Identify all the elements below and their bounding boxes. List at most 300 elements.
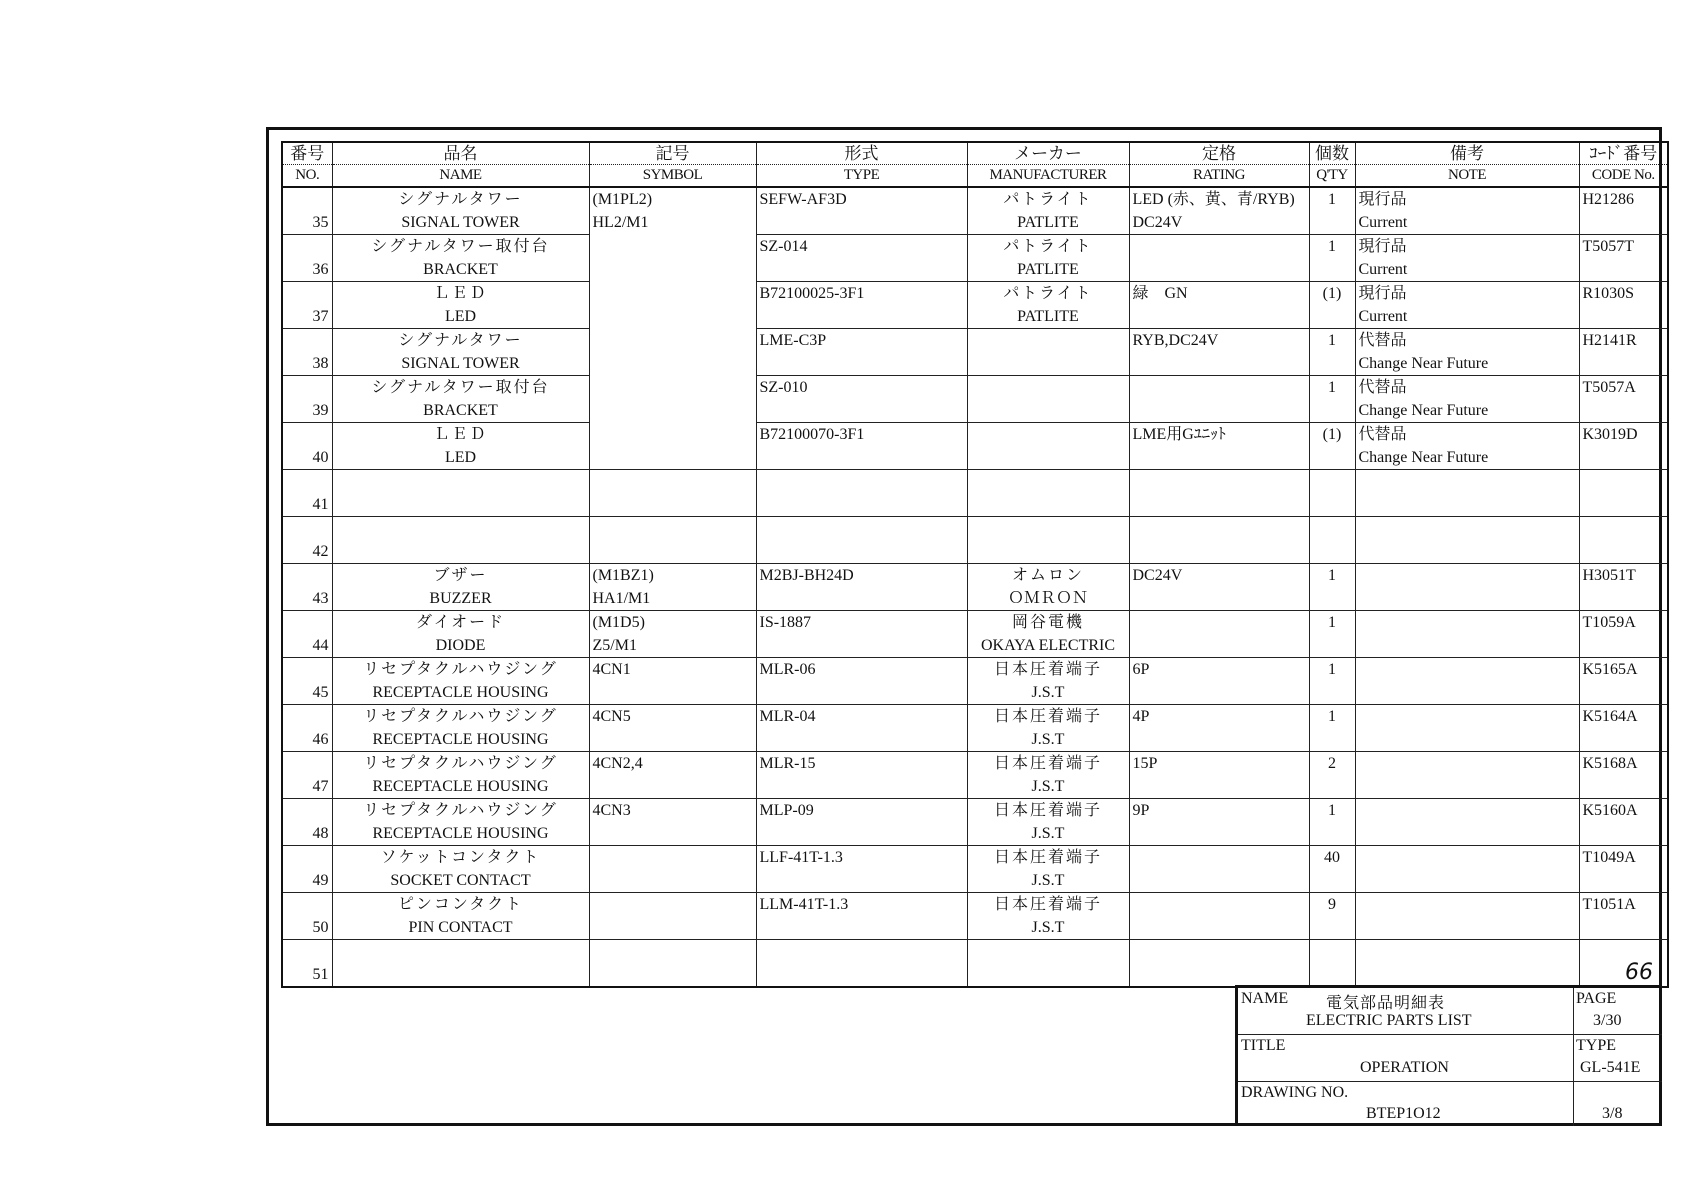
item-rating-2 — [1133, 258, 1309, 281]
item-rating-2 — [1133, 634, 1309, 657]
item-rating — [1129, 658, 1309, 705]
item-name-jp: シグナルタワー — [398, 332, 523, 349]
item-name-en: RECEPTACLE HOUSING — [372, 778, 549, 795]
item-name-en: RECEPTACLE HOUSING — [372, 684, 549, 701]
item-rating-2 — [1133, 493, 1309, 516]
table-row — [282, 470, 1668, 517]
item-code-value: K5165A — [1582, 661, 1638, 678]
item-note — [1355, 376, 1579, 423]
item-name-jp — [333, 517, 589, 540]
item-symbol-2 — [593, 399, 756, 422]
item-name — [332, 611, 589, 658]
table-row — [282, 564, 1668, 611]
item-maker-en: J.S.T — [1031, 778, 1065, 795]
item-note — [1355, 705, 1579, 752]
item-rating-2 — [1133, 681, 1309, 704]
page-label: PAGE — [1576, 990, 1617, 1007]
item-note — [1355, 564, 1579, 611]
item-manufacturer — [967, 517, 1129, 564]
item-code-value: K3019D — [1582, 426, 1638, 443]
table-row — [282, 235, 1668, 282]
item-symbol-1 — [593, 235, 756, 258]
item-symbol — [589, 376, 756, 423]
item-name — [332, 376, 589, 423]
item-name — [332, 893, 589, 940]
item-maker-jp — [968, 940, 1129, 963]
item-rating — [1129, 282, 1309, 329]
table-row — [282, 611, 1668, 658]
item-type: LLF-41T-1.3 — [756, 846, 967, 893]
item-name — [332, 564, 589, 611]
item-note — [1355, 423, 1579, 470]
item-maker-en — [968, 493, 1129, 516]
item-code-value: K5160A — [1582, 802, 1638, 819]
item-rating — [1129, 235, 1309, 282]
item-manufacturer — [967, 940, 1129, 988]
header-manufacturer: メーカー MANUFACTURER — [967, 142, 1129, 187]
item-rating — [1129, 752, 1309, 799]
item-qty: 40 — [1309, 846, 1355, 893]
item-symbol-2 — [593, 916, 756, 939]
item-note-1 — [1359, 658, 1579, 681]
item-number: 51 — [282, 940, 332, 988]
item-name-jp: ピンコンタクト — [397, 896, 524, 913]
item-code-value: K5164A — [1582, 708, 1638, 725]
item-type: LME-C3P — [756, 329, 967, 376]
item-name-jp: リセプタクルハウジング — [363, 802, 558, 819]
item-symbol-2 — [593, 352, 756, 375]
item-name — [332, 329, 589, 376]
item-number: 38 — [282, 329, 332, 376]
item-qty: 9 — [1309, 893, 1355, 940]
item-note-2: Current — [1358, 214, 1408, 231]
item-type: B72100070-3F1 — [756, 423, 967, 470]
item-code — [1579, 752, 1668, 799]
table-row — [282, 705, 1668, 752]
item-name-en: RECEPTACLE HOUSING — [372, 731, 549, 748]
item-rating — [1129, 611, 1309, 658]
item-qty — [1309, 470, 1355, 517]
item-note — [1355, 799, 1579, 846]
item-rating — [1129, 564, 1309, 611]
item-manufacturer — [967, 329, 1129, 376]
item-code-value: T5057A — [1582, 379, 1636, 396]
item-note-2 — [1359, 587, 1579, 610]
item-symbol-1 — [593, 282, 756, 305]
item-symbol-1: (M1D5) — [592, 614, 645, 631]
item-maker-jp — [968, 376, 1129, 399]
item-name-jp: シグナルタワー取付台 — [371, 238, 550, 255]
item-code — [1579, 705, 1668, 752]
item-maker-en: PATLITE — [1017, 214, 1079, 231]
item-symbol-1 — [593, 940, 756, 963]
table-row — [282, 517, 1668, 564]
item-symbol-1 — [593, 470, 756, 493]
item-symbol-1: 4CN2,4 — [592, 755, 643, 772]
item-name-en: LED — [444, 308, 477, 325]
item-name-jp: リセプタクルハウジング — [363, 708, 558, 725]
item-rating — [1129, 376, 1309, 423]
item-name-en: BRACKET — [423, 261, 498, 278]
table-row — [282, 893, 1668, 940]
item-rating — [1129, 187, 1309, 235]
item-symbol-2 — [593, 681, 756, 704]
item-name-jp: ＬＥＤ — [433, 285, 488, 302]
item-rating-2 — [1133, 916, 1309, 939]
item-note-1: 代替品 — [1358, 332, 1407, 349]
item-manufacturer — [967, 282, 1129, 329]
item-rating-2 — [1133, 963, 1309, 986]
item-qty: 1 — [1309, 799, 1355, 846]
item-rating-1 — [1133, 235, 1309, 258]
item-note-1 — [1359, 705, 1579, 728]
item-note — [1355, 187, 1579, 235]
item-note-2: Change Near Future — [1358, 449, 1489, 466]
item-number: 45 — [282, 658, 332, 705]
item-symbol — [589, 940, 756, 988]
item-symbol-2 — [593, 446, 756, 469]
item-maker-jp: パトライト — [1003, 238, 1093, 255]
item-rating-2 — [1133, 352, 1309, 375]
item-symbol-2 — [593, 775, 756, 798]
item-number: 46 — [282, 705, 332, 752]
item-code — [1579, 376, 1668, 423]
item-qty: 1 — [1309, 658, 1355, 705]
item-number: 48 — [282, 799, 332, 846]
item-maker-en — [968, 540, 1129, 563]
item-code-value: T1059A — [1582, 614, 1636, 631]
item-type: MLR-04 — [756, 705, 967, 752]
item-manufacturer — [967, 611, 1129, 658]
item-maker-en: J.S.T — [1031, 684, 1065, 701]
header-note: 備考 NOTE — [1355, 142, 1579, 187]
item-type — [756, 940, 967, 988]
table-row — [282, 187, 1668, 235]
item-maker-jp: パトライト — [1003, 285, 1093, 302]
item-maker-en — [968, 352, 1129, 375]
item-rating-2 — [1133, 446, 1309, 469]
item-name-en: LED — [444, 449, 477, 466]
item-name-en: BRACKET — [423, 402, 498, 419]
item-rating-1: 15P — [1132, 755, 1158, 772]
item-maker-en: PATLITE — [1017, 261, 1079, 278]
item-rating-1 — [1133, 376, 1309, 399]
header-row — [282, 142, 1668, 187]
item-type: IS-1887 — [756, 611, 967, 658]
item-manufacturer — [967, 470, 1129, 517]
item-name — [332, 187, 589, 235]
item-name — [332, 470, 589, 517]
item-name-en: PIN CONTACT — [408, 919, 513, 936]
item-symbol — [589, 329, 756, 376]
item-type: SZ-010 — [756, 376, 967, 423]
item-manufacturer — [967, 423, 1129, 470]
header-symbol: 記号 SYMBOL — [589, 142, 756, 187]
item-maker-jp: 岡谷電機 — [1011, 614, 1084, 631]
item-number: 41 — [282, 470, 332, 517]
item-rating — [1129, 799, 1309, 846]
table-row — [282, 799, 1668, 846]
item-manufacturer — [967, 376, 1129, 423]
item-maker-jp: 日本圧着端子 — [993, 755, 1102, 772]
item-code — [1579, 611, 1668, 658]
item-name-jp: ソケットコンタクト — [380, 849, 541, 866]
table-row — [282, 376, 1668, 423]
item-qty — [1309, 517, 1355, 564]
item-rating — [1129, 705, 1309, 752]
item-number: 36 — [282, 235, 332, 282]
item-number: 44 — [282, 611, 332, 658]
item-maker-jp — [968, 517, 1129, 540]
item-rating — [1129, 423, 1309, 470]
item-rating-1: DC24V — [1132, 567, 1183, 584]
item-maker-en: J.S.T — [1031, 731, 1065, 748]
item-code — [1579, 658, 1668, 705]
item-qty: 1 — [1309, 376, 1355, 423]
item-note-2 — [1359, 869, 1579, 892]
item-name-jp: リセプタクルハウジング — [363, 755, 558, 772]
item-symbol — [589, 611, 756, 658]
item-symbol — [589, 235, 756, 282]
item-manufacturer — [967, 799, 1129, 846]
item-qty: 1 — [1309, 611, 1355, 658]
header-code: ｺｰﾄﾞ番号 CODE No. — [1579, 142, 1668, 187]
item-maker-en: ＯＭＲＯＮ — [1007, 590, 1088, 607]
item-rating-2 — [1133, 775, 1309, 798]
table-row — [282, 282, 1668, 329]
item-maker-en: J.S.T — [1031, 825, 1065, 842]
item-name — [332, 799, 589, 846]
item-name — [332, 282, 589, 329]
type-value: GL-541E — [1580, 1059, 1641, 1076]
item-qty: (1) — [1309, 423, 1355, 470]
item-rating — [1129, 893, 1309, 940]
item-qty: 1 — [1309, 187, 1355, 235]
item-code — [1579, 799, 1668, 846]
item-number: 47 — [282, 752, 332, 799]
item-symbol-1: 4CN5 — [592, 708, 631, 725]
item-rating — [1129, 329, 1309, 376]
item-symbol — [589, 423, 756, 470]
item-symbol-2: Z5/M1 — [592, 637, 637, 654]
item-note-1 — [1359, 470, 1579, 493]
page-value: 3/30 — [1593, 1012, 1622, 1029]
item-symbol — [589, 893, 756, 940]
item-rating-2 — [1133, 822, 1309, 845]
item-symbol-1: (M1PL2) — [592, 191, 653, 208]
item-qty: 1 — [1309, 705, 1355, 752]
item-rating-1: 6P — [1132, 661, 1150, 678]
item-code — [1579, 282, 1668, 329]
item-type: MLR-06 — [756, 658, 967, 705]
item-name-en — [333, 493, 589, 516]
list-name-jp: 電気部品明細表 — [1326, 993, 1446, 1012]
item-rating-1 — [1133, 893, 1309, 916]
item-number: 43 — [282, 564, 332, 611]
item-code — [1579, 564, 1668, 611]
item-note-1 — [1359, 517, 1579, 540]
item-name-jp: ブザー — [433, 567, 488, 584]
item-maker-jp: 日本圧着端子 — [993, 849, 1102, 866]
item-manufacturer — [967, 564, 1129, 611]
item-number: 42 — [282, 517, 332, 564]
item-code — [1579, 893, 1668, 940]
item-number: 37 — [282, 282, 332, 329]
item-rating-2 — [1133, 399, 1309, 422]
item-maker-jp — [968, 423, 1129, 446]
item-qty: 1 — [1309, 235, 1355, 282]
item-code-value: H2141R — [1582, 332, 1637, 349]
item-symbol — [589, 799, 756, 846]
item-qty: (1) — [1309, 282, 1355, 329]
table-row — [282, 940, 1668, 988]
item-name — [332, 705, 589, 752]
item-qty: 1 — [1309, 329, 1355, 376]
item-rating-1 — [1133, 517, 1309, 540]
item-maker-jp: 日本圧着端子 — [993, 802, 1102, 819]
item-symbol-1 — [593, 517, 756, 540]
item-name — [332, 517, 589, 564]
item-rating-1 — [1133, 846, 1309, 869]
item-symbol-2 — [593, 540, 756, 563]
item-number: 49 — [282, 846, 332, 893]
item-note — [1355, 329, 1579, 376]
item-number: 35 — [282, 187, 332, 235]
item-name-jp: シグナルタワー取付台 — [371, 379, 550, 396]
item-manufacturer — [967, 705, 1129, 752]
item-name-jp — [333, 470, 589, 493]
item-type — [756, 470, 967, 517]
item-note-2 — [1359, 775, 1579, 798]
title-label: TITLE — [1241, 1037, 1286, 1054]
item-note-1 — [1359, 893, 1579, 916]
item-symbol-2 — [593, 963, 756, 986]
item-note — [1355, 752, 1579, 799]
item-qty — [1309, 940, 1355, 988]
item-code — [1579, 329, 1668, 376]
item-name-en — [333, 963, 589, 986]
item-code — [1579, 940, 1668, 988]
item-maker-en: PATLITE — [1017, 308, 1079, 325]
item-note-2 — [1359, 916, 1579, 939]
item-type: B72100025-3F1 — [756, 282, 967, 329]
header-type: 形式 TYPE — [756, 142, 967, 187]
parts-table — [281, 141, 1669, 988]
item-code — [1579, 517, 1668, 564]
item-note-1: 現行品 — [1358, 285, 1407, 302]
item-symbol-2: HL2/M1 — [592, 214, 649, 231]
item-note-1 — [1359, 611, 1579, 634]
item-maker-jp — [968, 329, 1129, 352]
header-rating: 定格 RATING — [1129, 142, 1309, 187]
item-note — [1355, 235, 1579, 282]
item-manufacturer — [967, 658, 1129, 705]
item-symbol-2 — [593, 305, 756, 328]
item-name — [332, 940, 589, 988]
item-note-2 — [1359, 822, 1579, 845]
item-type: MLR-15 — [756, 752, 967, 799]
item-code — [1579, 423, 1668, 470]
item-number: 39 — [282, 376, 332, 423]
item-rating-1 — [1133, 940, 1309, 963]
item-type — [756, 517, 967, 564]
item-manufacturer — [967, 235, 1129, 282]
item-note — [1355, 282, 1579, 329]
item-symbol-1 — [593, 846, 756, 869]
item-symbol-1 — [593, 329, 756, 352]
item-type: SEFW-AF3D — [756, 187, 967, 235]
item-note-1 — [1359, 846, 1579, 869]
item-type: M2BJ-BH24D — [756, 564, 967, 611]
item-rating-1: 緑 GN — [1132, 285, 1188, 302]
item-rating-1: LME用Gﾕﾆｯﾄ — [1132, 426, 1226, 443]
item-maker-en — [968, 963, 1129, 986]
item-type: MLP-09 — [756, 799, 967, 846]
handwritten-mark: 66 — [1625, 960, 1653, 985]
item-note-2 — [1359, 634, 1579, 657]
item-maker-jp: オムロン — [1011, 567, 1084, 584]
item-rating-1 — [1133, 470, 1309, 493]
item-note-2 — [1359, 540, 1579, 563]
item-symbol-2 — [593, 869, 756, 892]
item-code-value: T1051A — [1582, 896, 1636, 913]
item-code-value: H3051T — [1582, 567, 1636, 584]
title-value: OPERATION — [1360, 1059, 1449, 1076]
item-note-1: 代替品 — [1358, 379, 1407, 396]
item-symbol-2 — [593, 728, 756, 751]
item-symbol-1: 4CN3 — [592, 802, 631, 819]
table-row — [282, 752, 1668, 799]
item-symbol — [589, 517, 756, 564]
item-rating-1: 4P — [1132, 708, 1150, 725]
item-type: SZ-014 — [756, 235, 967, 282]
item-qty: 1 — [1309, 564, 1355, 611]
item-name — [332, 752, 589, 799]
item-note — [1355, 470, 1579, 517]
item-symbol-2 — [593, 258, 756, 281]
item-name-jp: シグナルタワー — [398, 191, 523, 208]
item-manufacturer — [967, 846, 1129, 893]
item-maker-en: J.S.T — [1031, 919, 1065, 936]
item-name-en — [333, 540, 589, 563]
item-code — [1579, 470, 1668, 517]
item-maker-jp: 日本圧着端子 — [993, 661, 1102, 678]
header-no: 番号 NO. — [282, 142, 332, 187]
item-qty: 2 — [1309, 752, 1355, 799]
drawing-no-value: BTEP1O12 — [1366, 1105, 1441, 1122]
item-rating-1: LED (赤、黄、青/RYB) — [1132, 191, 1295, 208]
header-name: 品名 NAME — [332, 142, 589, 187]
item-code-value: K5168A — [1582, 755, 1638, 772]
item-name-en: DIODE — [435, 637, 486, 654]
item-note-2: Change Near Future — [1358, 355, 1489, 372]
item-rating-2 — [1133, 587, 1309, 610]
item-rating — [1129, 846, 1309, 893]
item-code — [1579, 187, 1668, 235]
item-note-1: 代替品 — [1358, 426, 1407, 443]
item-name-jp — [333, 940, 589, 963]
item-number: 50 — [282, 893, 332, 940]
type-label: TYPE — [1576, 1037, 1616, 1054]
item-name-en: SIGNAL TOWER — [401, 214, 520, 231]
item-note-1 — [1359, 752, 1579, 775]
table-row — [282, 423, 1668, 470]
item-symbol-1: 4CN1 — [592, 661, 631, 678]
item-symbol — [589, 705, 756, 752]
item-symbol-2 — [593, 493, 756, 516]
item-maker-en — [968, 446, 1129, 469]
table-row — [282, 658, 1668, 705]
